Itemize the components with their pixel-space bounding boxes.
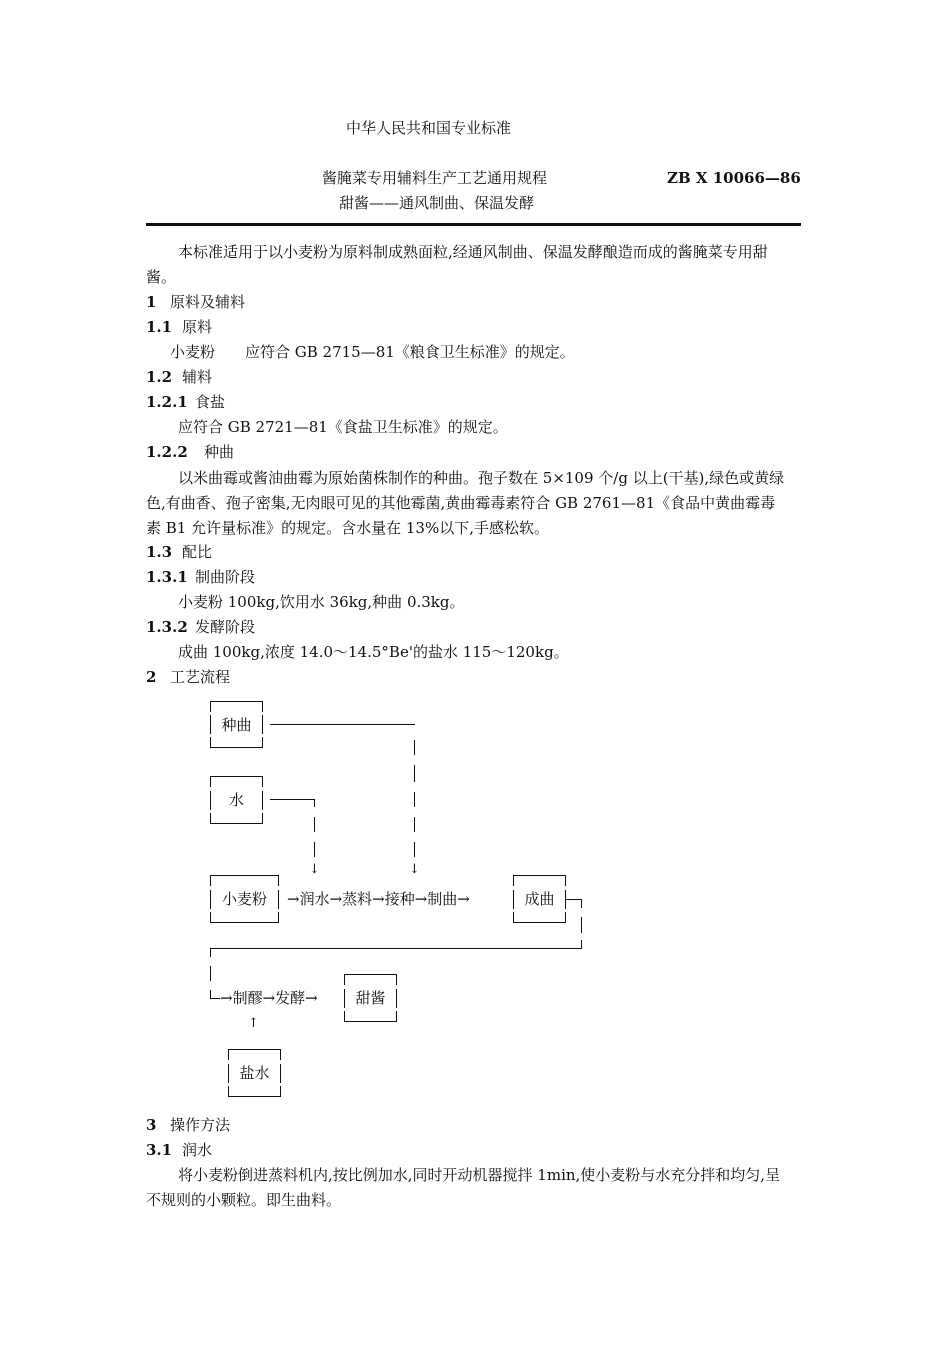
seed-box-bottom (210, 747, 263, 748)
water-box-bottom (210, 823, 263, 824)
water-box-top (210, 776, 263, 777)
section-3-1-num: 3.1 (146, 1141, 173, 1159)
seed-connector-v4 (414, 817, 415, 832)
section-1-3-2-title: 发酵阶段 (195, 618, 256, 636)
return-connector-v5 (210, 966, 211, 981)
section-1-2-1-title: 食盐 (195, 393, 226, 411)
return-connector-v2 (581, 917, 582, 933)
koji-box-bottom (513, 922, 566, 923)
section-2-title: 工艺流程 (170, 668, 231, 686)
return-connector-v4 (210, 948, 211, 957)
water-connector-v3 (314, 842, 315, 857)
sauce-box-tr (396, 974, 397, 985)
section-1-3-1-body: 小麦粉 100kg,饮用水 36kg,种曲 0.3kg。 (178, 593, 465, 611)
return-connector-long (210, 948, 582, 949)
section-1-3-2-body: 成曲 100kg,浓度 14.0～14.5°Be'的盐水 115～120kg。 (178, 643, 569, 661)
koji-box-tr (565, 875, 566, 886)
section-1-2-1-body: 应符合 GB 2721—81《食盐卫生标准》的规定。 (178, 418, 508, 436)
section-1-1-title: 原料 (182, 318, 213, 336)
section-3-title: 操作方法 (170, 1116, 231, 1134)
seed-connector-v3 (414, 792, 415, 807)
section-1-num: 1 (146, 293, 157, 311)
koji-box-top (513, 875, 566, 876)
seed-box-tr (262, 701, 263, 712)
seed-connector-h (270, 724, 415, 725)
water-box-tr (262, 776, 263, 787)
doc-subtitle: 甜酱——通风制曲、保温发酵 (339, 194, 535, 212)
seed-down-arrow: ↓ (409, 862, 420, 877)
section-1-3-num: 1.3 (146, 543, 173, 561)
seed-box-tl (210, 701, 211, 712)
water-connector-v1 (314, 799, 315, 807)
brine-box: 盐水 (239, 1064, 270, 1082)
return-connector-h1 (566, 899, 582, 900)
brine-box-top (228, 1049, 281, 1050)
section-1-3-2-num: 1.3.2 (146, 618, 188, 636)
section-1-title: 原料及辅料 (170, 293, 246, 311)
seed-connector-v1 (414, 740, 415, 755)
sauce-box-mr (396, 989, 397, 1008)
flour-box-mr (278, 890, 279, 909)
section-1-2-2-body: 以米曲霉或酱油曲霉为原始菌株制作的种曲。孢子数在 5×109 个/g 以上(干基),绿色或黄绿色,有曲香、孢子密集,无肉眼可见的其他霉菌,黄曲霉毒素符合 GB 2761—81《食品中黄曲霉毒素 B1 允许量标准》的规定。含水量在 13%以下,手感松软。 (146, 469, 785, 537)
section-1-1-body: 小麦粉 应符合 GB 2715—81《粮食卫生标准》的规定。 (170, 343, 575, 361)
water-box-bl (210, 813, 211, 824)
seed-box-bl (210, 737, 211, 748)
section-1-2-title: 辅料 (182, 368, 213, 386)
section-3-num: 3 (146, 1116, 157, 1134)
finished-koji-box: 成曲 (524, 890, 555, 908)
seed-box-mr (262, 715, 263, 734)
flour-box-tl (210, 875, 211, 886)
flour-box: 小麦粉 (221, 890, 267, 908)
section-1-3-1-title: 制曲阶段 (195, 568, 256, 586)
koji-box-br (565, 912, 566, 923)
seed-connector-v2 (414, 765, 415, 782)
brine-up-arrow: ↑ (248, 1016, 259, 1031)
section-1-2-2-title: 种曲 (204, 443, 235, 461)
koji-box-bl (513, 912, 514, 923)
sauce-box-br (396, 1011, 397, 1022)
section-1-1-num: 1.1 (146, 318, 173, 336)
section-3-1-title: 润水 (182, 1141, 213, 1159)
section-1-3-1-num: 1.3.1 (146, 568, 188, 586)
section-2-num: 2 (146, 668, 157, 686)
water-box-br (262, 813, 263, 824)
brine-box-bottom (228, 1096, 281, 1097)
brine-box-br (280, 1086, 281, 1097)
section-1-2-num: 1.2 (146, 368, 173, 386)
water-box-mr (262, 791, 263, 810)
intro-paragraph: 本标准适用于以小麦粉为原料制成熟面粒,经通风制曲、保温发酵酿造而成的酱腌菜专用甜酱。 (146, 243, 768, 286)
return-connector-v1 (581, 899, 582, 908)
header-rule (146, 223, 801, 226)
water-down-arrow: ↓ (309, 862, 320, 877)
section-3-1-body: 将小麦粉倒进蒸料机内,按比例加水,同时开动机器搅拌 1min,使小麦粉与水充分拌和均匀,呈不规则的小颗粒。即生曲料。 (146, 1166, 781, 1209)
water-connector-h (270, 799, 315, 800)
flour-box-bottom (210, 922, 279, 923)
brine-box-tl (228, 1049, 229, 1060)
water-box: 水 (228, 791, 244, 809)
seed-koji-box: 种曲 (221, 716, 252, 734)
sauce-box-bottom (344, 1021, 397, 1022)
seed-box-br (262, 737, 263, 748)
water-connector-v2 (314, 817, 315, 832)
section-1-3-title: 配比 (182, 543, 213, 561)
standard-code: ZB X 10066—86 (667, 169, 801, 187)
seed-connector-v5 (414, 842, 415, 857)
water-box-tl (210, 776, 211, 787)
seed-box-top (210, 701, 263, 702)
section-1-2-1-num: 1.2.1 (146, 393, 188, 411)
sauce-box-top (344, 974, 397, 975)
brine-box-bl (228, 1086, 229, 1097)
process-steps-1: →润水→蒸料→接种→制曲→ (287, 890, 470, 908)
flour-box-top (210, 875, 279, 876)
flour-box-br (278, 912, 279, 923)
brine-box-tr (280, 1049, 281, 1060)
flour-box-bl (210, 912, 211, 923)
sweet-sauce-box: 甜酱 (355, 989, 386, 1007)
section-1-2-2-num: 1.2.2 (146, 443, 188, 461)
koji-box-tl (513, 875, 514, 886)
doc-title: 酱腌菜专用辅料生产工艺通用规程 (322, 169, 548, 187)
process-steps-2: →制醪→发酵→ (220, 989, 318, 1007)
return-connector-h2 (210, 998, 220, 999)
sauce-box-tl (344, 974, 345, 985)
sauce-box-bl (344, 1011, 345, 1022)
brine-box-mr (280, 1064, 281, 1083)
flour-box-tr (278, 875, 279, 886)
standard-org: 中华人民共和国专业标准 (346, 119, 512, 137)
